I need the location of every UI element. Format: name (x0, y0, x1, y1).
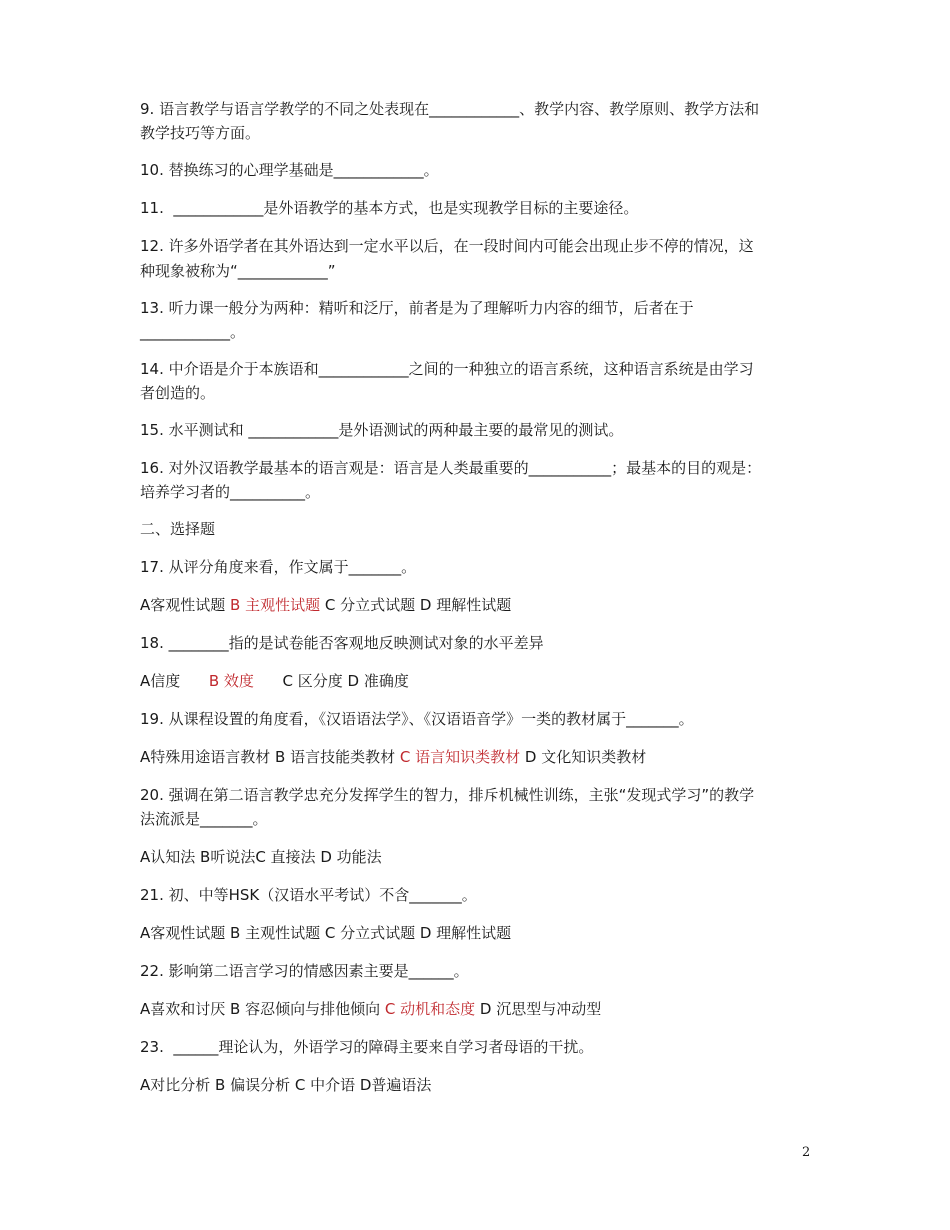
q21-stem: 21. 初、中等HSK（汉语水平考试）不含_______。 (140, 886, 477, 904)
q14-line2: 者创造的。 (140, 384, 216, 402)
q10-text: 10. 替换练习的心理学基础是____________。 (140, 161, 439, 179)
q11-text: 11. ____________是外语教学的基本方式，也是实现教学目标的主要途径。 (140, 199, 639, 217)
page-number: 2 (802, 1145, 811, 1160)
q18-stem: 18. ________指的是试卷能否客观地反映测试对象的水平差异 (140, 634, 544, 652)
q21-options: A客观性试题 B 主观性试题 C 分立式试题 D 理解性试题 (140, 924, 512, 942)
q20-stem-line2: 法流派是_______。 (140, 810, 268, 828)
q12-line2: 种现象被称为“____________” (140, 262, 336, 280)
q20-options: A认知法 B听说法C 直接法 D 功能法 (140, 848, 382, 866)
q20-stem-line1: 20. 强调在第二语言教学忠充分发挥学生的智力，排斥机械性训练，主张“发现式学习”的教学 (140, 786, 755, 804)
q17-option-b-answer: B 主观性试题 (230, 596, 321, 614)
q22-option-c-answer: C 动机和态度 (384, 1000, 476, 1018)
q15-text: 15. 水平测试和 ____________是外语测试的两种最主要的最常见的测试。 (140, 421, 624, 439)
q19-stem: 19. 从课程设置的角度看，《汉语语法学》、《汉语语音学》一类的教材属于_______。 (140, 710, 694, 728)
q22-option-ab: A喜欢和讨厌 B 容忍倾向与排他倾向 (140, 1000, 385, 1018)
q19-options (140, 745, 812, 769)
q23-stem: 23. ______理论认为，外语学习的障碍主要来自学习者母语的干扰。 (140, 1038, 594, 1056)
q19-option-c-answer: C 语言知识类教材 (399, 748, 521, 766)
q9-line1: 9. 语言教学与语言学教学的不同之处表现在____________、教学内容、教学原则、教学方法和 (140, 100, 760, 118)
q12-line1: 12. 许多外语学者在其外语达到一定水平以后，在一段时间内可能会出现止步不停的情况，这 (140, 237, 754, 255)
q18-options (140, 669, 812, 693)
section-heading-choice: 二、选择题 (140, 520, 216, 538)
q17-option-rest: C 分立式试题 D 理解性试题 (320, 596, 512, 614)
q18-option-b-answer: B 效度 (208, 672, 254, 690)
q14-line1: 14. 中介语是介于本族语和____________之间的一种独立的语言系统，这种语言系统是由学习 (140, 360, 754, 378)
q17-options (140, 593, 812, 617)
q17-option-a: A客观性试题 (140, 596, 231, 614)
q13-line1: 13. 听力课一般分为两种：精听和泛厅，前者是为了理解听力内容的细节，后者在于 (140, 299, 694, 317)
q23-options: A对比分析 B 偏误分析 C 中介语 D普遍语法 (140, 1076, 432, 1094)
q22-option-rest: D 沉思型与冲动型 (475, 1000, 602, 1018)
q19-option-ab: A特殊用途语言教材 B 语言技能类教材 (140, 748, 400, 766)
q22-options (140, 997, 812, 1021)
q18-option-a: A信度 (140, 672, 209, 690)
q19-option-rest: D 文化知识类教材 (520, 748, 647, 766)
q17-stem: 17. 从评分角度来看，作文属于_______。 (140, 558, 417, 576)
q9-line2: 教学技巧等方面。 (140, 124, 261, 142)
q18-option-rest: C 区分度 D 准确度 (253, 672, 409, 690)
q22-stem: 22. 影响第二语言学习的情感因素主要是______。 (140, 962, 469, 980)
q13-line2: ____________。 (140, 323, 246, 341)
q16-line1: 16. 对外汉语教学最基本的语言观是：语言是人类最重要的___________；最基本的目的观是： (140, 459, 762, 477)
q16-line2: 培养学习者的__________。 (140, 483, 321, 501)
